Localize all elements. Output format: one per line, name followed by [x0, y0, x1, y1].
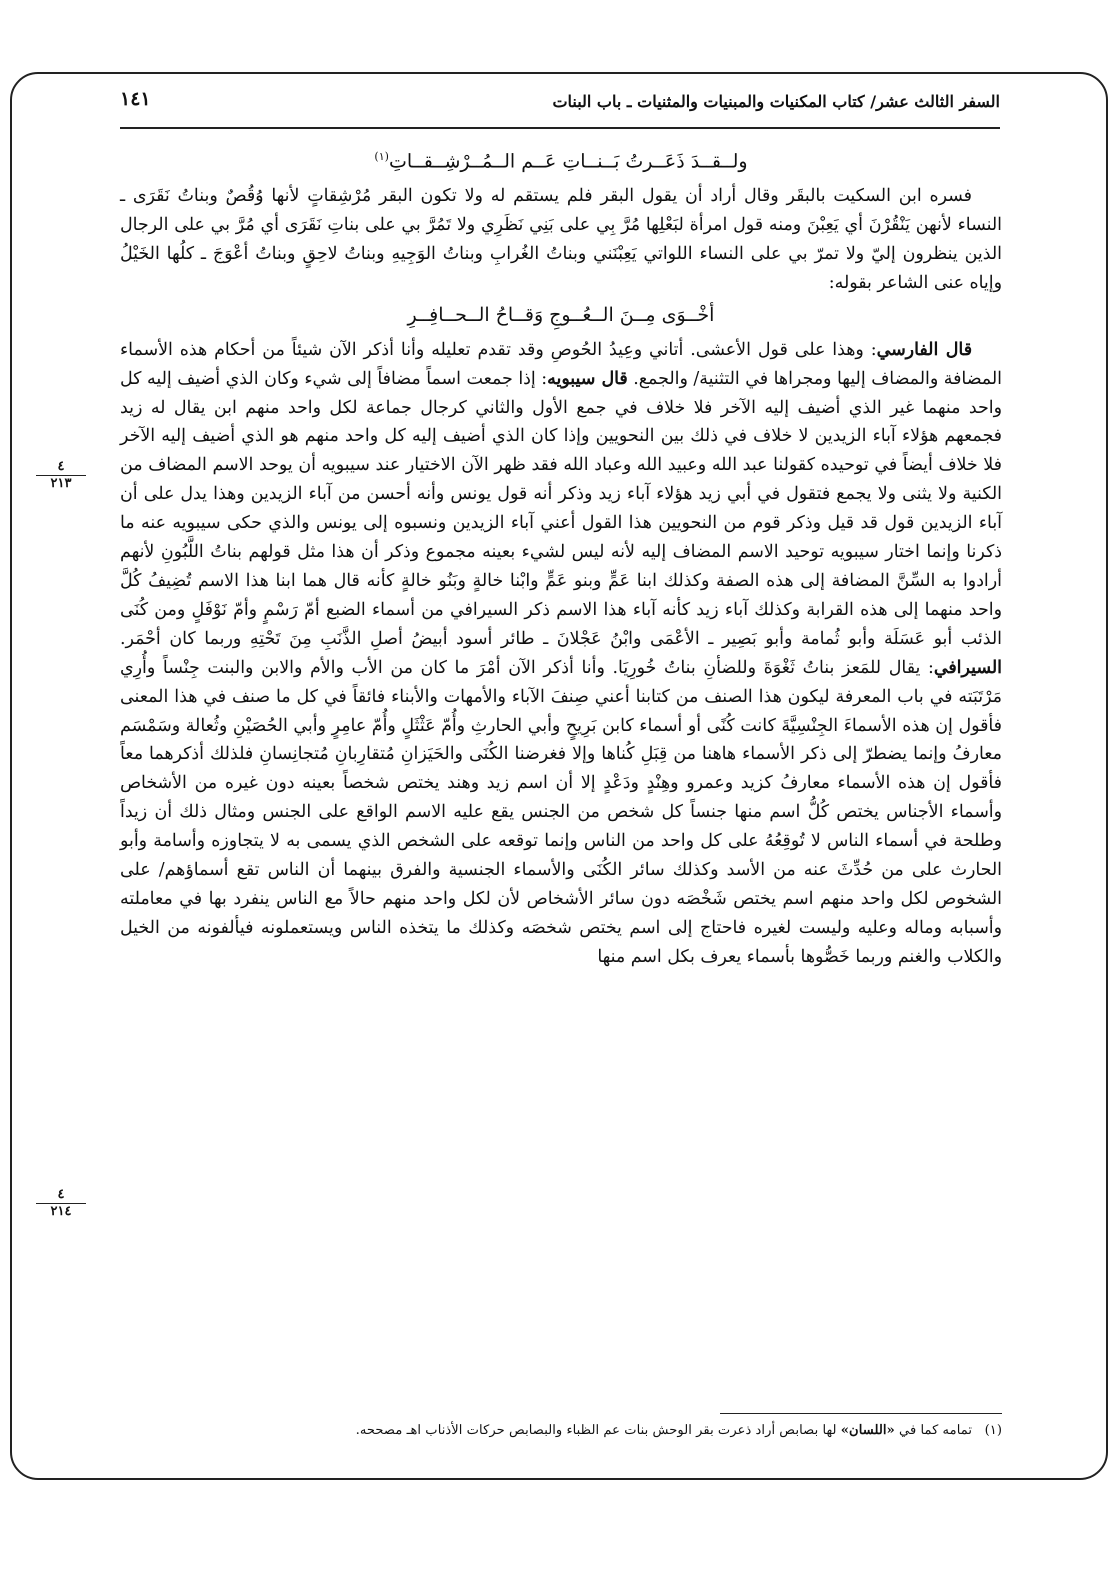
verse-2: أخْــوَى مِــنَ الــعُــوجِ وَقــاحُ الــحــافِــرِ	[407, 303, 715, 326]
speaker-sibawayh: قال سيبويه	[547, 368, 628, 389]
header-rule	[120, 127, 1000, 129]
footnote-text-b: لها بصابص أراد ذعرت بقر الوحش بنات عم الظباء والبصابص حركات الأذناب اهـ مصححه.	[355, 1423, 841, 1438]
page-header	[120, 88, 1000, 122]
paragraph-2	[120, 336, 1002, 972]
margin-note-1-volume: ٤	[36, 460, 86, 476]
margin-note-2	[36, 1188, 86, 1219]
footnote-rule	[720, 1413, 1002, 1414]
margin-note-1	[36, 460, 86, 491]
paragraph-2-part-3: : يقال للمَعز بناتُ ثَغْوَةَ وللضأنِ بناتُ خُورِيَا. وأنا أذكر الآن أمْرَ ما كان من الأب والأم والابن والبنت جِنْساً وأُرِي مَرْتَبَته في باب المعرفة ليكون هذا الصنف من كتابنا أعني صِنفَ الآباء والأمهات والأبناء فائقاً في كل ما صنف في هذا المعنى فأقول إن هذه الأسماءَ الجِنْسِيَّةَ كانت كُنًى أو أسماء كابن بَرِيحٍ وأبي الحارثِ وأُمّ عَثْثَلٍ وأُمّ عامِرٍ وأبي الحُصَيْنِ وثُعالة وسَمْسَم معارفُ وإنما يضطرّ إلى ذكر الأسماء هاهنا من قِبَلِ كُناها وإلا فغرضنا الكُنَى والحَيَزانِ مُتقارِبانِ مُتجانِسانِ فلذلك أذكرهما معاً فأقول إن هذه الأسماء معارفُ كزيد وعمرو وهِنْدٍ ودَعْدٍ إلا أن اسم زيد وهند يختص شخصاً بعينه دون غيره من الأشخاص وأسماء الأجناس يختص كُلُّ اسم منها جنساً كل شخص من الجنس يقع عليه الاسم الواقع على الجنس ومثال ذلك أن زيداً وطلحة في أسماء الناس لا تُوقِعُهُ على كل واحد من الناس وإنما توقعه على الشخص الذي يسمى به لا يتجاوزه وأسامة وأبو الحارث على من حُدِّثَ عنه من الأسد وكذلك سائر الكُنَى والأسماء الجنسية والفرق بينهما أن الناس تقع أسماؤهم/ على الشخوص لكل واحد منهم اسم يختص شَخْصَه دون سائر الأشخاص لأن لكل واحد منهم حالاً مع الناس ينفرد بها في معاملته وأسبابه وماله وعليه وليست لغيره فاحتاج إلى اسم يختص شخصَه وكذلك ما يتخذه الناس ويستعملونه فيألفونه من الخيل والكلاب والغنم وربما خَصُّوها بأسماء يعرف بكل اسم منها	[120, 657, 1002, 967]
margin-note-2-page: ٢١٤	[50, 1204, 72, 1219]
footnote	[120, 1421, 1002, 1441]
verse-1-text: ولــقــدَ ذَعَــرتُ بَــنــاتِ عَــم الــمُــرْشِــقــاتِ	[388, 150, 748, 173]
footnote-text-a: تمامه كما في	[894, 1423, 973, 1438]
speaker-farisi: قال الفارسي	[876, 339, 973, 360]
paragraph-2-part-2: : إذا جمعت اسماً مضافاً إلى شيء وكان الذي أضيف إليه كل واحد منهما غير الذي أضيف إليه الآخر فلا خلاف في جمع الأول والثاني كرجال جماعة لكل واحد منهم ابن يقال له زيد فجمعهم هؤلاء آباء الزيدين لا خلاف في ذلك بين النحويين وإذا كان الذي أضيف إليه كل واحد منهم هو الذي أضيف إليه الآخر فلا خلاف أيضاً في توحيده كقولنا عبد الله وعبيد الله وعباد الله فقد ظهر الآن الاختيار عند سيبويه أن يوحد الاسم المضاف من الكنية ولا يثنى ولا يجمع فتقول في أبي زيد هؤلاء آباء زيد وذكر أنه قول يونس وأنه أحسن من آباء الزيدين وهذا يدل على أن آباء الزيدين قول قد قيل وذكر قوم من النحويين هذا القول أعني آباء الزيدين ونسبوه إلى يونس والذي حكى سيبويه عنه ما ذكرنا وإنما اختار سيبويه توحيد الاسم المضاف إليه لأنه ليس لشيء بعينه مجموع وذكر أن هذا مثل قولهم بناتُ اللَّبُونِ لأنهم أرادوا به السِّنَّ المضافة إلى هذه الصفة وكذلك ابنا عَمٍّ وبنو عَمٍّ وابْنا خالةٍ وبَنُو خالةٍ كأنه قال هما ابنا هذا الاسم تُضِيفُ كُلَّ واحد منهما إلى هذه القرابة وكذلك آباء زيد كأنه آباء هذا الاسم ذكر السيرافي من أسماء الضبع أمّ رَسْمٍ وأمّ نَوْفَلٍ ومن كُنَى الذئب أبو عَسَلَة وأبو ثُمامة وأبو بَصِير ـ الأعْمَى وابْنُ عَجْلانَ ـ طائر أسود أبيضُ أصلِ الذَّنَبِ مِنَ تَحْتِهِ وربما كان أحْمَر.	[120, 368, 1002, 649]
main-text	[120, 140, 1002, 972]
footnote-ref: (١)	[374, 150, 389, 163]
verse-1	[120, 140, 1002, 182]
page-number: ١٤١	[120, 88, 151, 110]
footnote-source: «اللسان»	[840, 1423, 895, 1438]
margin-note-1-page: ٢١٣	[50, 476, 72, 491]
running-title: السفر الثالث عشر/ كتاب المكنيات والمبنيات والمثنيات ـ باب البنات	[552, 92, 1000, 111]
paragraph-1: فسره ابن السكيت بالبقَر وقال أراد أن يقول البقر فلم يستقم له ولا تكون البقر مُرْشِقاتٍ لأنها وُقُصٌ وبناتُ نَقَرَى ـ النساء لأنهن يَنْقُرْنَ أي يَعِبْنَ ومنه قول امرأة لبَعْلِها مُرَّ بِي على بَنِي نَظَرِي ولا تَمُرَّ بي على بناتِ نَقَرَى أي مُرَّ بي على الرجال الذين ينظرون إليّ ولا تمرّ بي على النساء اللواتي يَعِبْنَني وبناتُ الغُرابِ وبناتُ الوَجِيهِ وبناتُ لاحِقٍ وبناتُ أعْوَجَ ـ كلُها الخَيْلُ وإياه عنى الشاعر بقوله:	[120, 186, 1002, 293]
speaker-sirafi: السيرافي	[933, 657, 1002, 678]
margin-note-2-volume: ٤	[36, 1188, 86, 1204]
paragraph-2-part-1: : وهذا على قول الأعشى. أتاني وعِيدُ الحُوصِ وقد تقدم تعليله وأنا أذكر الآن شيئاً من أحكام هذه الأسماء المضافة والمضاف إليها ومجراها في التثنية/ والجمع.	[120, 339, 1002, 389]
footnote-marker: (١)	[984, 1423, 1002, 1438]
